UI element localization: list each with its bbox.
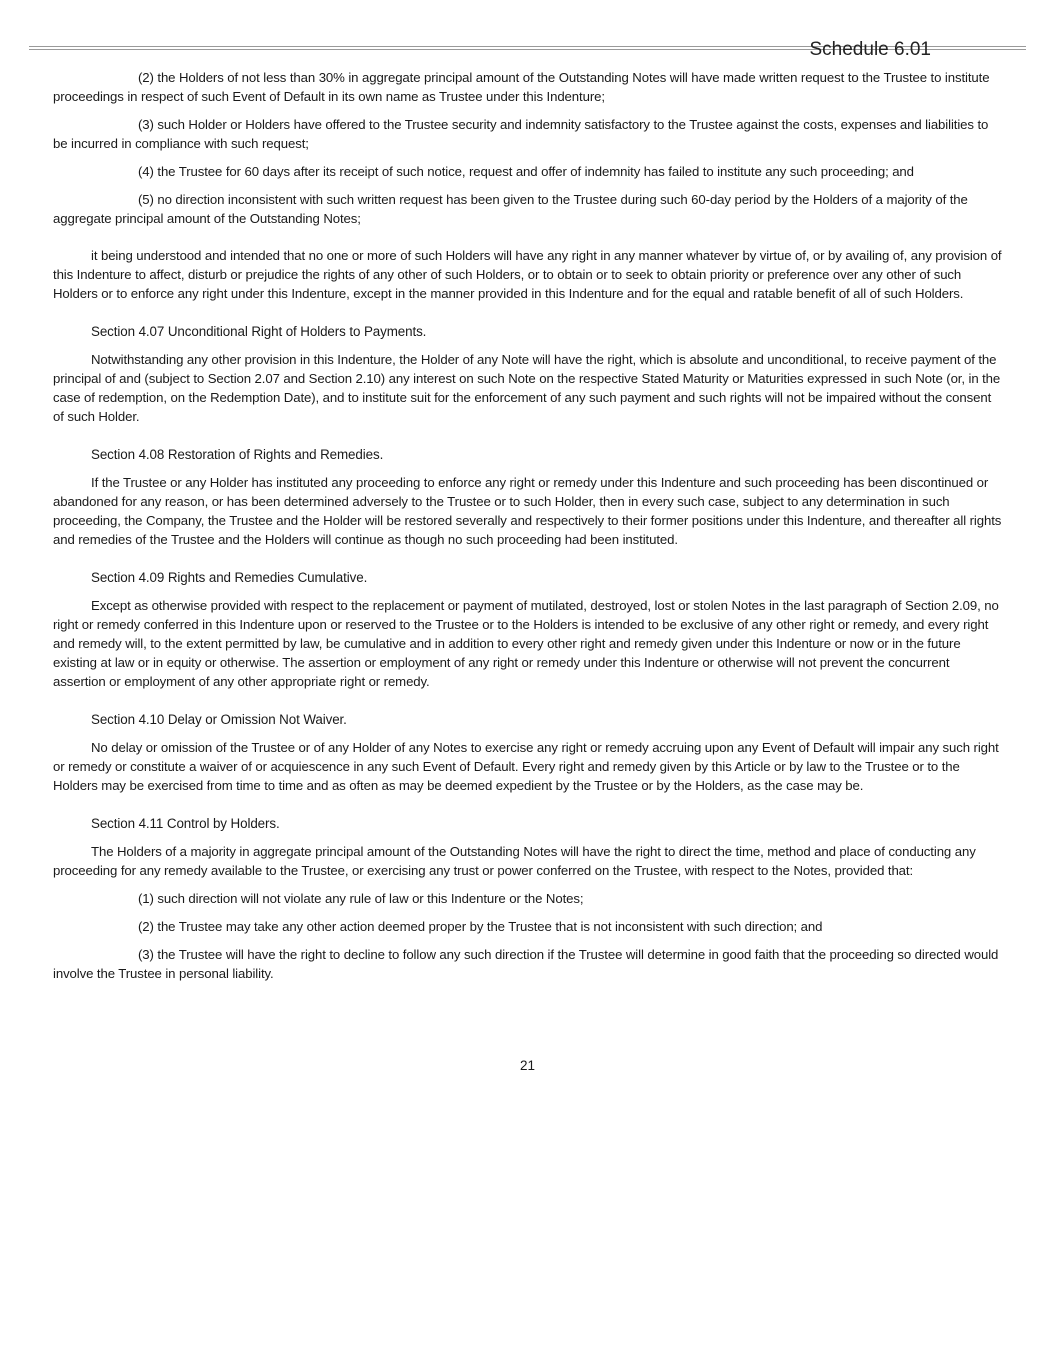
spacer bbox=[53, 700, 1003, 710]
section-heading-4-10: Section 4.10 Delay or Omission Not Waiver. bbox=[91, 712, 347, 727]
section-body-4-11: The Holders of a majority in aggregate principal amount of the Outstanding Notes will have the right to direct the time, method and place of conducting any proceeding for any remedy available to the Trustee, or exercising any trust or power conferred on the Trustee, with respect to the Notes, provided that: bbox=[53, 844, 976, 878]
page-number: 21 bbox=[519, 1058, 536, 1073]
clause-5: (5) no direction inconsistent with such written request has been given to the Trustee during such 60-day period by the Holders of a majority of the aggregate principal amount of the Outstanding Notes; bbox=[53, 192, 968, 226]
spacer bbox=[53, 237, 1003, 246]
direction-clause-3: (3) the Trustee will have the right to decline to follow any such direction if the Trustee will determine in good faith that the proceeding so directed would involve the Trustee in personal liability. bbox=[53, 947, 999, 981]
section-body-4-09: Except as otherwise provided with respect to the replacement or payment of mutilated, destroyed, lost or stolen Notes in the last paragraph of Section 2.09, no right or remedy conferred in this Indenture upon or reserved to the Trustee or to the Holders is intended to be exclusive of any other right or remedy, and every right and remedy will, to the extent permitted by law, be cumulative and in addition to every other right and remedy given under this Indenture or now or in the future existing at law or in equity or otherwise. The assertion or employment of any right or remedy under this Indenture or otherwise will not prevent the concurrent assertion or employment of any other appropriate right or remedy. bbox=[53, 598, 999, 689]
clause-3: (3) such Holder or Holders have offered to the Trustee security and indemnity satisfactory to the Trustee against the costs, expenses and liabilities to be incurred in compliance with such request; bbox=[53, 117, 989, 151]
direction-clause-2: (2) the Trustee may take any other action deemed proper by the Trustee that is not inconsistent with such direction; and bbox=[138, 919, 823, 934]
spacer bbox=[53, 558, 1003, 568]
section-body-4-10: No delay or omission of the Trustee or of any Holder of any Notes to exercise any right or remedy accruing upon any Event of Default will impair any such right or remedy or constitute a waiver of or acquiescence in any such Event of Default. Every right and remedy given by this Article or by law to the Trustee or to the Holders may be exercised from time to time and as often as may be deemed expedient by the Trustee or by the Holders, as the case may be. bbox=[53, 740, 999, 793]
section-heading-4-08: Section 4.08 Restoration of Rights and Remedies. bbox=[91, 447, 384, 462]
schedule-label: Schedule 6.01 bbox=[809, 39, 931, 60]
section-heading-4-11: Section 4.11 Control by Holders. bbox=[91, 816, 280, 831]
section-heading-4-09: Section 4.09 Rights and Remedies Cumulative. bbox=[91, 570, 368, 585]
section-heading-4-07: Section 4.07 Unconditional Right of Holders to Payments. bbox=[91, 324, 427, 339]
spacer bbox=[53, 435, 1003, 445]
proviso-paragraph: it being understood and intended that no one or more of such Holders will have any right in any manner whatever by virtue of, or by availing of, any provision of this Indenture to affect, disturb or prejudice the rights of any other of such Holders, or to obtain or to seek to obtain priority or preference over any other of such Holders or to enforce any right under this Indenture, except in the manner provided in this Indenture and for the equal and ratable benefit of all of such Holders. bbox=[53, 248, 1002, 301]
document-body bbox=[53, 68, 1003, 992]
direction-clause-1: (1) such direction will not violate any rule of law or this Indenture or the Notes; bbox=[138, 891, 584, 906]
clause-4: (4) the Trustee for 60 days after its receipt of such notice, request and offer of indemnity has failed to institute any such proceeding; and bbox=[138, 164, 914, 179]
spacer bbox=[53, 312, 1003, 322]
section-body-4-07: Notwithstanding any other provision in this Indenture, the Holder of any Note will have the right, which is absolute and unconditional, to receive payment of the principal of and (subject to Section 2.07 and Section 2.10) any interest on such Note on the respective Stated Maturity or Maturities expressed in such Note (or, in the case of redemption, on the Redemption Date), and to institute suit for the enforcement of any such payment and such rights will not be impaired without the consent of such Holder. bbox=[53, 352, 1001, 424]
section-body-4-08: If the Trustee or any Holder has instituted any proceeding to enforce any right or remedy under this Indenture and such proceeding has been discontinued or abandoned for any reason, or has been determined adversely to the Trustee or to such Holder, then in every such case, subject to any determination in such proceeding, the Company, the Trustee and the Holder will be restored severally and respectively to their former positions under this Indenture, and thereafter all rights and remedies of the Trustee and the Holders will continue as though no such proceeding had been instituted. bbox=[53, 475, 1002, 547]
clause-2: (2) the Holders of not less than 30% in aggregate principal amount of the Outstanding Notes will have made written request to the Trustee to institute proceedings in respect of such Event of Default in its own name as Trustee under this Indenture; bbox=[53, 70, 990, 104]
spacer bbox=[53, 804, 1003, 814]
